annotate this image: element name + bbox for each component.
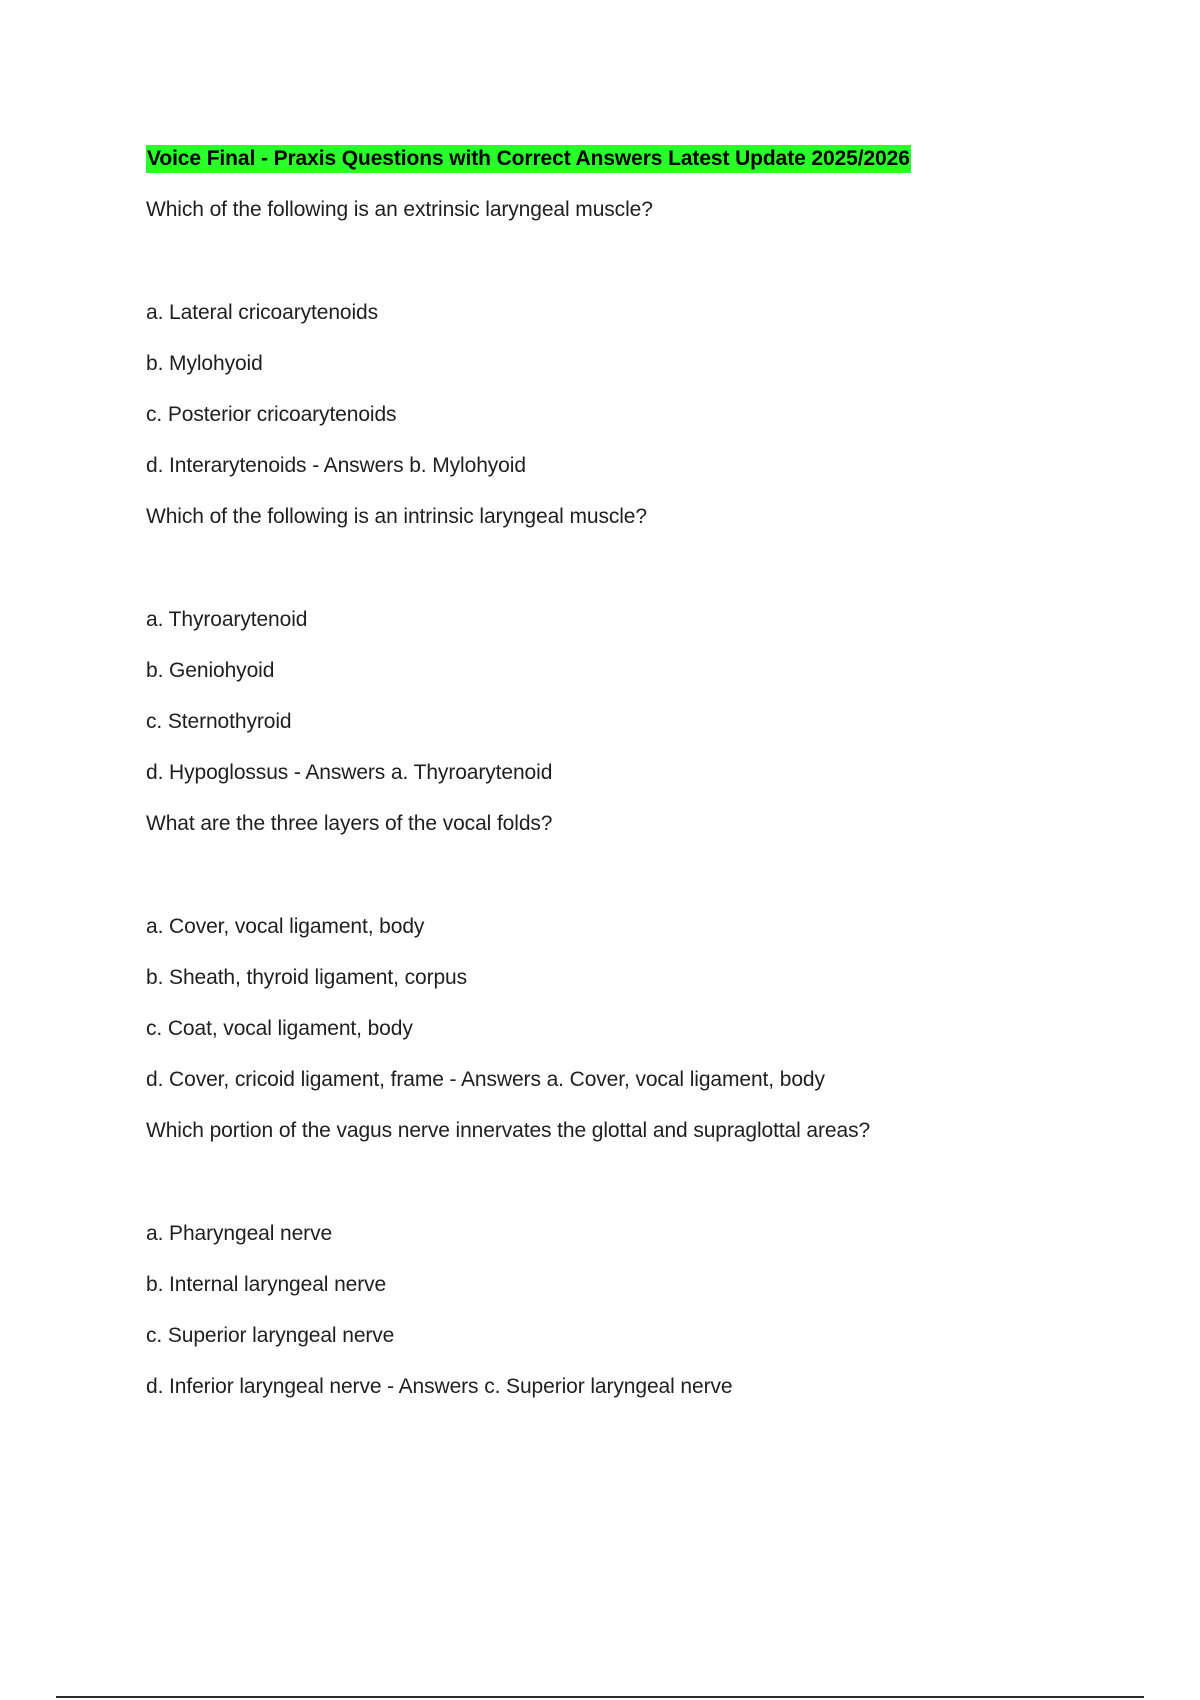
answer-option: b. Mylohyoid bbox=[146, 352, 263, 375]
question-text: Which of the following is an extrinsic laryngeal muscle? bbox=[146, 198, 653, 221]
answer-option-with-key: d. Hypoglossus - Answers a. Thyroarytenoid bbox=[146, 761, 553, 784]
answer-option: c. Posterior cricoarytenoids bbox=[146, 403, 397, 426]
document-body bbox=[146, 144, 1106, 1423]
answer-option-with-key: d. Inferior laryngeal nerve - Answers c. Superior laryngeal nerve bbox=[146, 1375, 733, 1398]
question-text: What are the three layers of the vocal folds? bbox=[146, 812, 553, 835]
title-line bbox=[146, 144, 1106, 195]
answer-option: c. Coat, vocal ligament, body bbox=[146, 1017, 413, 1040]
question-block-2 bbox=[146, 502, 1106, 788]
answer-option: c. Sternothyroid bbox=[146, 710, 292, 733]
question-text: Which of the following is an intrinsic laryngeal muscle? bbox=[146, 505, 647, 528]
answer-option-with-key: d. Cover, cricoid ligament, frame - Answers a. Cover, vocal ligament, body bbox=[146, 1068, 825, 1091]
answer-option: b. Sheath, thyroid ligament, corpus bbox=[146, 966, 468, 989]
document-title: Voice Final - Praxis Questions with Correct Answers Latest Update 2025/2026 bbox=[146, 145, 911, 173]
question-text: Which portion of the vagus nerve innervates the glottal and supraglottal areas? bbox=[146, 1119, 871, 1142]
answer-option: b. Geniohyoid bbox=[146, 659, 275, 682]
page-bottom-rule bbox=[56, 1696, 1144, 1698]
answer-option-with-key: d. Interarytenoids - Answers b. Mylohyoid bbox=[146, 454, 526, 477]
question-block-4 bbox=[146, 1116, 1106, 1402]
answer-option: c. Superior laryngeal nerve bbox=[146, 1324, 395, 1347]
answer-option: b. Internal laryngeal nerve bbox=[146, 1273, 387, 1296]
question-block-1 bbox=[146, 195, 1106, 481]
question-block-3 bbox=[146, 809, 1106, 1095]
answer-option: a. Thyroarytenoid bbox=[146, 608, 308, 631]
answer-option: a. Pharyngeal nerve bbox=[146, 1222, 333, 1245]
answer-option: a. Cover, vocal ligament, body bbox=[146, 915, 425, 938]
answer-option: a. Lateral cricoarytenoids bbox=[146, 301, 379, 324]
